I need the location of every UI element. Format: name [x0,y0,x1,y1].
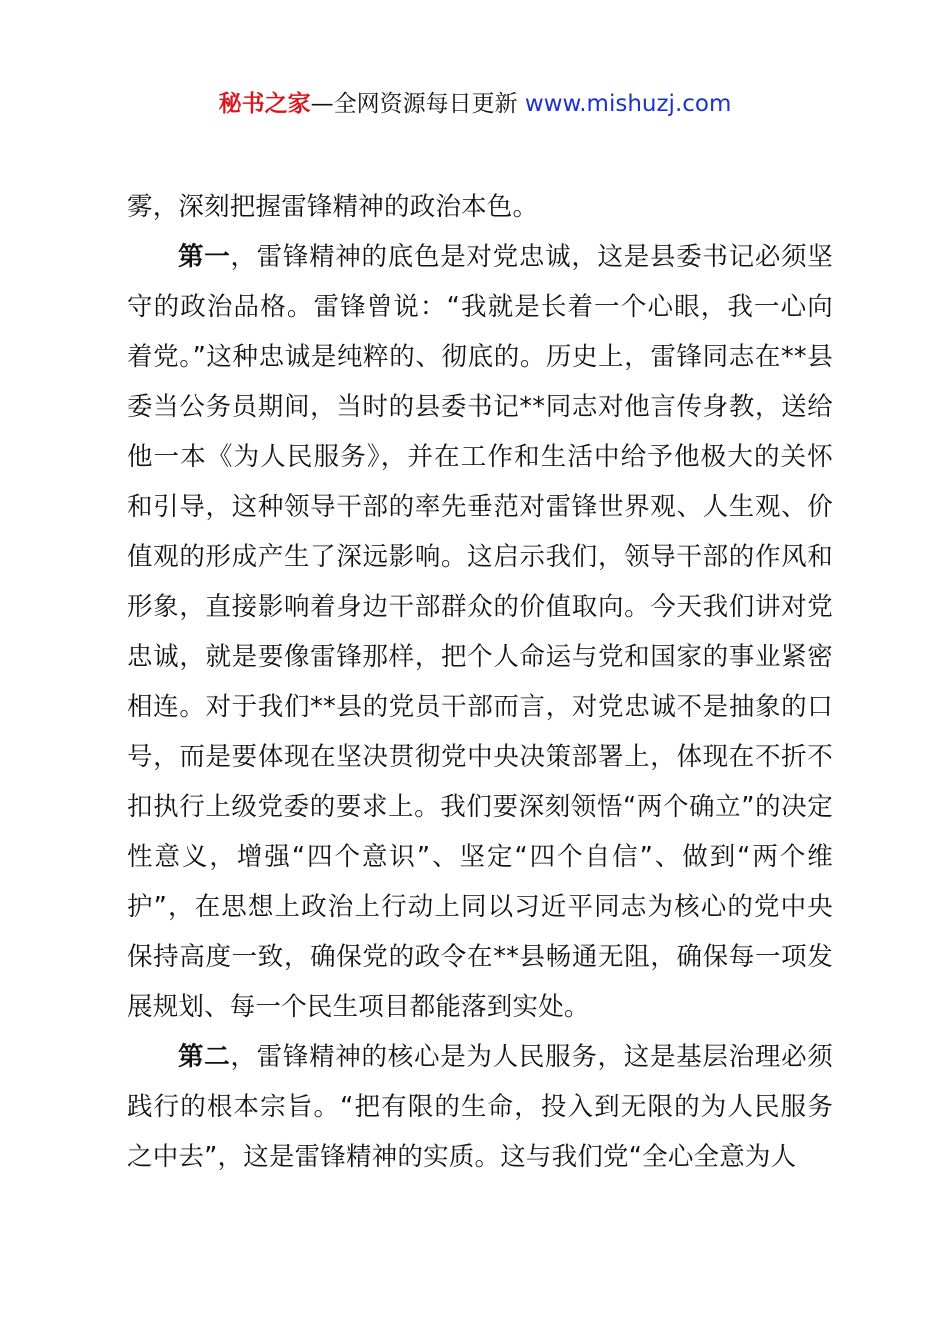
paragraph-second-point [127,1032,833,1182]
brand-name: 秘书之家 [218,91,311,117]
paragraph-text: ，雷锋精神的核心是为人民服务，这是基层治理必须践行的根本宗旨。“把有限的生命，投入到无限的为人民服务之中去”，这是雷锋精神的实质。这与我们党“全心全意为人 [127,1042,833,1172]
paragraph-continuation [127,182,833,232]
paragraph-lead: 第一 [178,242,231,272]
header-tagline: —全网资源每日更新 [310,91,525,117]
paragraph-text: 雾，深刻把握雷锋精神的政治本色。 [127,192,539,222]
paragraph-lead: 第二 [178,1042,231,1072]
page-header [0,88,950,120]
website-url[interactable]: www.mishuzj.com [524,91,732,117]
paragraph-first-point [127,232,833,1032]
document-body [127,182,833,1182]
paragraph-text: ，雷锋精神的底色是对党忠诚，这是县委书记必须坚守的政治品格。雷锋曾说：“我就是长着一个心眼，我一心向着党。”这种忠诚是纯粹的、彻底的。历史上，雷锋同志在**县委当公务员期间，当时的县委书记**同志对他言传身教，送给他一本《为人民服务》，并在工作和生活中给予他极大的关怀和引导，这种领导干部的率先垂范对雷锋世界观、人生观、价值观的形成产生了深远影响。这启示我们，领导干部的作风和形象，直接影响着身边干部群众的价值取向。今天我们讲对党忠诚，就是要像雷锋那样，把个人命运与党和国家的事业紧密相连。对于我们**县的党员干部而言，对党忠诚不是抽象的口号，而是要体现在坚决贯彻党中央决策部署上，体现在不折不扣执行上级党委的要求上。我们要深刻领悟“两个确立”的决定性意义，增强“四个意识”、坚定“四个自信”、做到“两个维护”，在思想上政治上行动上同以习近平同志为核心的党中央保持高度一致，确保党的政令在**县畅通无阻，确保每一项发展规划、每一个民生项目都能落到实处。 [127,242,833,1022]
